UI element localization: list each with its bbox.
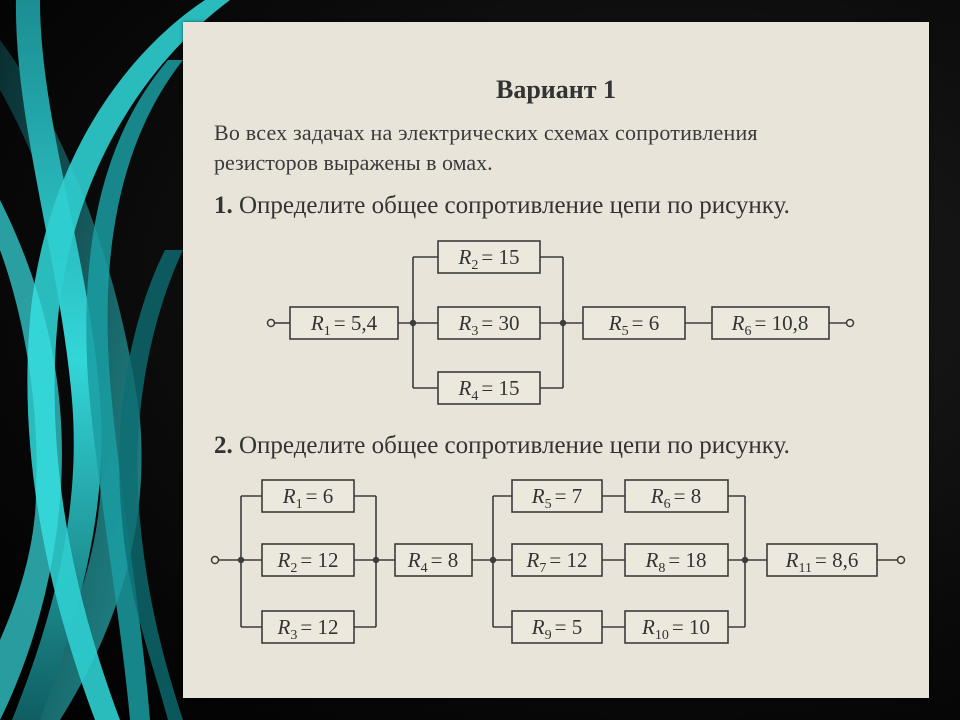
c2-terminal-out (898, 557, 905, 564)
problem-1-text: Определите общее сопротивление цепи по рисунку. (239, 192, 790, 219)
c2-label-r6: $R_6 = 8$ (650, 484, 702, 512)
problem-1-number: 1. (214, 192, 233, 219)
circuit-diagrams (183, 22, 929, 698)
c1-label-r1: $R_1 = 5,4$ (310, 311, 378, 339)
c2-junction-3 (490, 557, 496, 563)
c2-label-r1: $R_1 = 6$ (282, 484, 334, 512)
c2-label-r10: $R_{10} = 10$ (642, 615, 710, 643)
c2-label-r2: $R_2 = 12$ (277, 548, 339, 576)
c2-label-r8: $R_8 = 18$ (645, 548, 707, 576)
c2-label-r11: $R_{11} = 8,6$ (785, 548, 859, 576)
circuit-2 (212, 480, 905, 643)
variant-title: Вариант 1 (496, 75, 617, 104)
c1-junction-left (410, 320, 416, 326)
c2-junction-4 (742, 557, 748, 563)
c1-label-r5: $R_5 = 6$ (608, 311, 660, 339)
problem-2-number: 2. (214, 432, 233, 459)
c2-terminal-in (212, 557, 219, 564)
intro-line-2: резисторов выражены в омах. (214, 150, 493, 175)
c1-label-r2: $R_2 = 15$ (458, 245, 520, 273)
c2-junction-2 (373, 557, 379, 563)
c2-label-r7: $R_7 = 12$ (526, 548, 588, 576)
c1-label-r3: $R_3 = 30$ (458, 311, 520, 339)
c2-label-r9: $R_9 = 5$ (531, 615, 583, 643)
c1-terminal-in (268, 320, 275, 327)
intro-line-1: Во всех задачах на электрических схемах сопротивления (214, 120, 758, 145)
c1-junction-right (560, 320, 566, 326)
c2-label-r3: $R_3 = 12$ (277, 615, 339, 643)
problem-2-text: Определите общее сопротивление цепи по рисунку. (239, 432, 790, 459)
c1-label-r4: $R_4 = 15$ (458, 376, 520, 404)
c2-junction-1 (238, 557, 244, 563)
c2-label-r4: $R_4 = 8$ (407, 548, 459, 576)
circuit-1 (268, 241, 854, 404)
c1-label-r6: $R_6 = 10,8$ (731, 311, 809, 339)
c2-label-r5: $R_5 = 7$ (531, 484, 583, 512)
worksheet-page (183, 22, 929, 698)
c1-terminal-out (847, 320, 854, 327)
